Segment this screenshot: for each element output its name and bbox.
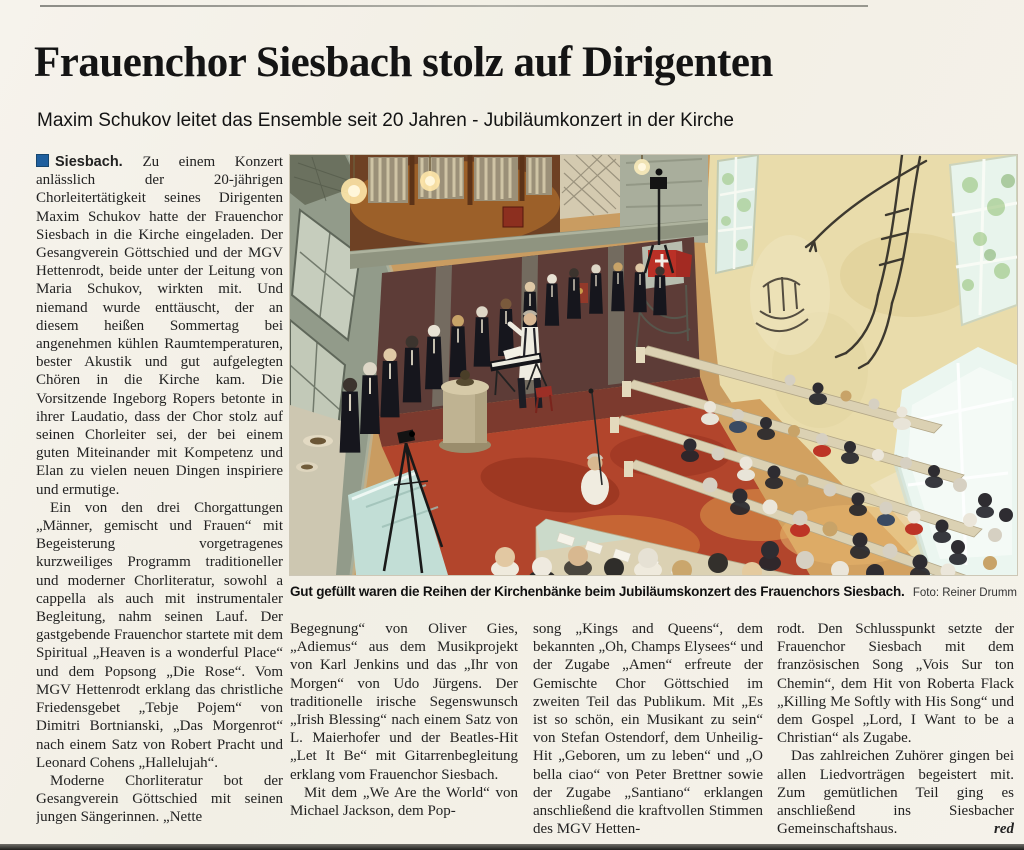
article-column-1 xyxy=(36,153,283,847)
scan-bottom-edge xyxy=(0,844,1024,850)
author-signature: red xyxy=(994,821,1014,838)
location-bullet-icon xyxy=(36,154,49,167)
church-concert-illustration xyxy=(290,155,1017,575)
window-near-pulpit xyxy=(716,155,758,273)
article-column-3 xyxy=(533,620,763,847)
paragraph: rodt. Den Schlusspunkt setzte der Frauenchor Siesbach mit dem französischen Song „Vois Sur ton Chemin“, dem Hit von Roberta Flack „Killing Me Softly with His Song“ und dem Gospel „Lord, I Want to be a Christian“ als Zugabe. xyxy=(777,621,1014,747)
paragraph: Ein von den drei Chorgattungen „Männer, gemischt und Frauen“ mit Begeisterung vorgetragenes kurzweiliges Programm traditioneller und moderner Chorliteratur, sowohl a cappella als auch mit instrumentaler Begleitung, nahm seinen Lauf. Der gastgebende Frauenchor startete mit dem Spiritual „Heaven is a wonderful Place“ und dem Popsong „Die Rose“. Vom MGV Hettenrodt erklang das christliche Friedensgebet „Tebje Pojem“ von Dimitri Bortnianski, „Das Morgenrot“ nach einem Satz von Robert Pracht und Leonard Cohens „Hallelujah“. xyxy=(36,499,283,771)
baptismal-font xyxy=(439,370,491,453)
location-lead: Siesbach. xyxy=(55,154,123,170)
paragraph: Mit dem „We Are the World“ von Michael Jackson, dem Pop- xyxy=(290,784,518,820)
page-title: Frauenchor Siesbach stolz auf Dirigenten xyxy=(34,39,773,86)
article-column-2 xyxy=(290,620,518,847)
photo-caption: Gut gefüllt waren die Reihen der Kirchenbänke beim Jubiläumskonzert des Frauenchors Siesbach. xyxy=(290,584,905,599)
photo-credit: Foto: Reiner Drumm xyxy=(912,587,1017,599)
paragraph xyxy=(36,153,283,499)
top-rule xyxy=(40,5,868,7)
paragraph: Moderne Chorliteratur bot der Gesangverein Göttschied mit seinen jungen Sängerinnen. „Nette xyxy=(36,772,283,826)
paragraph: song „Kings and Queens“, dem bekannten „Oh, Champs Elysees“ und der Zugabe „Amen“ erfreute der Gemischte Chor Göttschied im zweiten Teil das Publikum. Mit „Es ist so schön, ein Musikant zu sein“ von Stefan Ostendorf, dem Unheilig-Hit „Geboren, um zu leben“ und „O bella ciao“ von Peter Brettner sowie der Zugabe „Santiano“ erklangen anschließend die kraftvollen Stimmen des MGV Hetten- xyxy=(533,621,763,838)
window-top-right xyxy=(950,155,1017,325)
paragraph: Begegnung“ von Oliver Gies, „Adiemus“ aus dem Musikprojekt von Karl Jenkins und das „Ihr von Morgen“ von Udo Jürgens. Der traditionelle irische Segenswunsch „Irish Blessing“ nach einem Satz von L. Maierhofer und der Beatles-Hit „Let It Be“ mit Gitarrenbegleitung erklang vom Frauenchor Siesbach. xyxy=(290,621,518,783)
article-column-4 xyxy=(777,620,1014,847)
col4-p2-text: Das zahlreichen Zuhörer gingen bei allen Liedvorträgen begeistert mit. Zum gemütlichen Teil ging es anschließend ins Siesbacher Gemeinschaftshaus. xyxy=(777,748,1014,838)
col1-p1-text: Zu einem Konzert anlässlich der 20-jährigen Chorleitertätigkeit seines Dirigenten Maxim Schukov hatte der Frauenchor Siesbach in die Kirche eingeladen. Der Gesangverein Göttschied und der MGV Hettenrodt, beide unter der Leitung von Maria Schukov, wirkten mit. Und niemand wurde enttäuscht, der an diesem heißen Sommertag bei angenehmen kühlen Raumtemperaturen, bester Akustik und gut aufgelegten Chören in die Kirche kam. Die Vorsitzende Ingeborg Ropers betonte in ihrer Laudatio, dass der Chor stolz auf seinen Chorleiter sei, der bei einem guten Miteinander mit Kompetenz und Elan zu vielen neuen Dingen inspiriere und ermutige. xyxy=(36,154,283,498)
church-concert-photo xyxy=(290,155,1017,575)
photo-caption-row xyxy=(290,584,1017,599)
subheadline: Maxim Schukov leitet das Ensemble seit 20 Jahren - Jubiläumkonzert in der Kirche xyxy=(37,110,734,131)
paragraph xyxy=(777,747,1014,838)
